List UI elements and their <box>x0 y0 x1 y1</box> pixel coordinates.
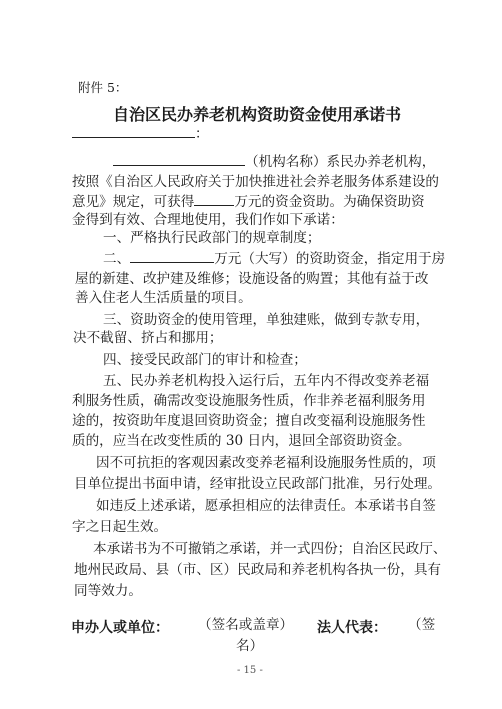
commitment-item-5-line-1: 五、民办养老机构投入运行后，五年内不得改变养老福 <box>103 373 430 389</box>
institution-name-blank <box>113 153 245 166</box>
addressee-colon: ： <box>195 126 209 142</box>
page-number: - 15 - <box>237 665 263 676</box>
legal-representative-label: 法人代表： <box>317 620 387 636</box>
copies-line-3: 同等效力。 <box>74 583 142 599</box>
addressee-line <box>72 125 209 142</box>
force-majeure-line-1: 因不可抗拒的客观因素改变养老福利设施服务性质的，项 <box>96 455 436 471</box>
intro-line-2: 按照《自治区人民政府关于加快推进社会养老服务体系建设的 <box>72 174 440 190</box>
addressee-blank <box>72 125 195 138</box>
item2-text-1: 万元（大写）的资助资金，指定用于房 <box>214 251 446 267</box>
commitment-item-3-line-1: 三、资助资金的使用管理，单独建账，做到专款专用， <box>103 312 430 328</box>
commitment-item-5-line-2: 利服务性质，确需改变设施服务性质，作非养老福利服务用 <box>72 393 426 409</box>
intro-text-1: （机构名称）系民办养老机构， <box>245 154 436 170</box>
intro-line-1 <box>113 153 435 170</box>
violation-line-1: 如违反上述承诺，愿承担相应的法律责任。本承诺书自签 <box>96 498 436 514</box>
applicant-label: 申办人或单位： <box>71 620 169 636</box>
amount-blank <box>194 193 234 206</box>
intro-line-4: 金得到有效、合理地使用，我们作如下承诺： <box>72 212 344 228</box>
force-majeure-line-2: 目单位提出书面申请，经审批设立民政部门批准，另行处理。 <box>74 476 442 492</box>
intro-line-3 <box>72 193 425 210</box>
applicant-signature-note: （签名或盖章） <box>198 617 294 633</box>
copies-line-2: 地州民政局、县（市、区）民政局和养老机构各执一份，具有 <box>74 562 442 578</box>
grant-amount-blank <box>130 250 214 263</box>
legal-representative-signature-note-b: 名） <box>236 638 264 654</box>
document-title: 自治区民办养老机构资助资金使用承诺书 <box>113 105 402 124</box>
commitment-item-2-line-1 <box>103 250 445 267</box>
intro-text-3b: 万元的资金资助。为确保资助资 <box>234 194 425 210</box>
commitment-item-2-line-3: 善入住老人生活质量的项目。 <box>75 290 252 306</box>
commitment-item-3-line-2: 决不截留、挤占和挪用； <box>73 330 223 346</box>
copies-line-1: 本承诺书为不可撤销之承诺，并一式四份；自治区民政厅、 <box>93 541 447 557</box>
commitment-item-1: 一、严格执行民政部门的规章制度； <box>103 230 321 246</box>
attachment-label: 附件 5： <box>78 80 128 95</box>
intro-text-3a: 意见》规定，可获得 <box>72 194 195 210</box>
item2-prefix: 二、 <box>103 251 131 267</box>
violation-line-2: 字之日起生效。 <box>72 519 168 535</box>
legal-representative-signature-note-a: （签 <box>408 617 436 633</box>
commitment-item-2-line-2: 屋的新建、改护建及维修；设施设备的购置；其他有益于改 <box>75 271 429 287</box>
commitment-item-5-line-4: 质的，应当在改变性质的 30 日内，退回全部资助资金。 <box>72 433 411 449</box>
commitment-item-5-line-3: 途的，按资助年度退回资助资金；擅自改变福利设施服务性 <box>72 413 426 429</box>
commitment-item-4: 四、接受民政部门的审计和检查； <box>103 352 307 368</box>
